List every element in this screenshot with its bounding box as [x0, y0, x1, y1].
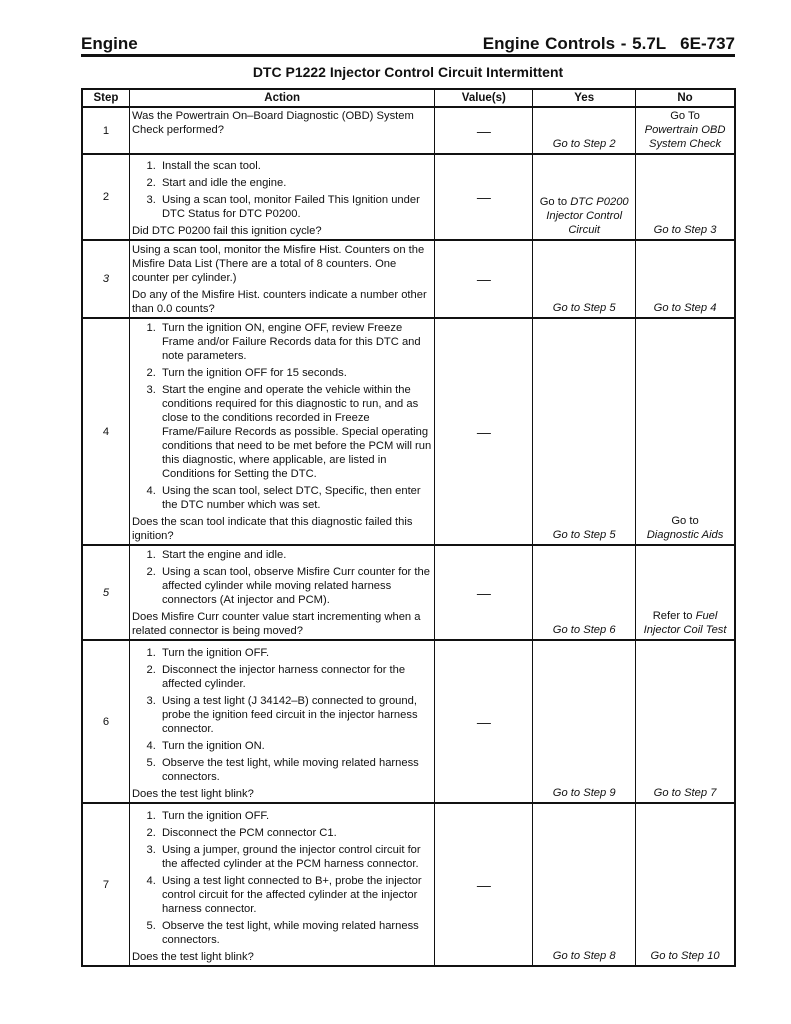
yes-cell: Go to Step 6 — [533, 545, 636, 640]
action-step: 2. Turn the ignition OFF for 15 seconds. — [159, 366, 432, 380]
action-step: 2. Using a scan tool, observe Misfire Curr counter for the affected cylinder while moving related harness connectors (At injector and PCM). — [159, 565, 432, 607]
action-steps — [132, 321, 432, 512]
column-header-action: Action — [129, 89, 434, 107]
action-step: 4. Using a test light connected to B+, probe the injector control circuit for the affected cylinder at the injector harness connector. — [159, 874, 432, 916]
header-rule — [81, 54, 735, 57]
yes-cell: Go to Step 2 — [533, 107, 636, 154]
yes-prefix: Go to — [539, 196, 568, 208]
no-cell — [636, 107, 735, 154]
table-row — [82, 318, 735, 545]
section-header: Engine — [81, 34, 138, 53]
action-cell — [129, 640, 434, 803]
yes-cell: Go to Step 5 — [533, 318, 636, 545]
table-row — [82, 545, 735, 640]
action-cell — [129, 318, 434, 545]
no-cell: Go to Step 7 — [636, 640, 735, 803]
chapter-header — [483, 34, 735, 54]
action-step: 1. Turn the ignition OFF. — [159, 646, 432, 660]
no-cell: Go to Step 10 — [636, 803, 735, 966]
action-cell — [129, 803, 434, 966]
action-step: 1. Turn the ignition ON, engine OFF, review Freeze Frame and/or Failure Records data for this DTC and note parameters. — [159, 321, 432, 363]
action-cell — [129, 154, 434, 240]
step-number: 3 — [82, 240, 129, 318]
yes-cell: Go to Step 9 — [533, 640, 636, 803]
yes-cell: Go to Step 5 — [533, 240, 636, 318]
action-step: 3. Using a test light (J 34142–B) connected to ground, probe the ignition feed circuit in the injector harness connector. — [159, 694, 432, 736]
step-number: 5 — [82, 545, 129, 640]
value-cell: — — [435, 803, 533, 966]
action-question: Did DTC P0200 fail this ignition cycle? — [131, 225, 322, 237]
action-step: 4. Turn the ignition ON. — [159, 739, 432, 753]
action-steps — [132, 159, 432, 221]
no-cell — [636, 545, 735, 640]
action-question: Does the test light blink? — [131, 788, 254, 800]
table-title: DTC P1222 Injector Control Circuit Intermittent — [252, 64, 564, 80]
action-text: Using a scan tool, monitor the Misfire Hist. Counters on the Misfire Data List (There are a total of 8 counters. One counter per cylinder.) — [131, 244, 425, 284]
action-step: 1. Install the scan tool. — [159, 159, 432, 173]
column-header-yes: Yes — [533, 89, 636, 107]
value-cell: — — [435, 640, 533, 803]
action-steps — [132, 548, 432, 607]
action-question: Does the scan tool indicate that this diagnostic failed this ignition? — [131, 516, 413, 542]
step-number: 1 — [82, 107, 129, 154]
table-row — [82, 640, 735, 803]
table-row — [82, 154, 735, 240]
no-prefix: Refer to — [652, 610, 693, 622]
step-number: 2 — [82, 154, 129, 240]
value-cell: — — [435, 545, 533, 640]
action-step: 2. Disconnect the injector harness connector for the affected cylinder. — [159, 663, 432, 691]
value-cell: — — [435, 107, 533, 154]
action-steps — [132, 646, 432, 784]
chapter-title: Engine Controls - 5.7L — [482, 34, 667, 53]
action-cell — [129, 545, 434, 640]
yes-cell — [533, 154, 636, 240]
no-cell: Go to Step 3 — [636, 154, 735, 240]
yes-reference: DTC P0200 Injector Control Circuit — [546, 196, 629, 236]
yes-cell: Go to Step 8 — [533, 803, 636, 966]
action-step: 3. Start the engine and operate the vehicle within the conditions required for this diagnostic to run, and as close to the conditions recorded in Freeze Frame/Failure Records as possible. Special operating conditions that need to be met before the PCM will run this diagnostic, where applicable, are listed in Conditions for Setting the DTC. — [159, 383, 432, 481]
action-step: 1. Start the engine and idle. — [159, 548, 432, 562]
column-header-step: Step — [82, 89, 129, 107]
no-reference: Diagnostic Aids — [646, 529, 724, 541]
action-text: Was the Powertrain On–Board Diagnostic (OBD) System Check performed? — [131, 110, 414, 136]
step-number: 7 — [82, 803, 129, 966]
value-cell: — — [435, 240, 533, 318]
value-cell: — — [435, 154, 533, 240]
no-cell — [636, 318, 735, 545]
action-question: Does the test light blink? — [131, 951, 254, 963]
table-row — [82, 107, 735, 154]
column-header-no: No — [636, 89, 735, 107]
action-step: 4. Using the scan tool, select DTC, Specific, then enter the DTC number which was set. — [159, 484, 432, 512]
diagnostic-table — [81, 88, 736, 967]
no-cell: Go to Step 4 — [636, 240, 735, 318]
action-step: 5. Observe the test light, while moving related harness connectors. — [159, 756, 432, 784]
table-row — [82, 240, 735, 318]
no-reference: Fuel Injector Coil Test — [643, 610, 727, 636]
action-steps — [132, 809, 432, 947]
action-step: 2. Start and idle the engine. — [159, 176, 432, 190]
step-number: 6 — [82, 640, 129, 803]
column-header-values: Value(s) — [435, 89, 533, 107]
action-step: 1. Turn the ignition OFF. — [159, 809, 432, 823]
action-step: 3. Using a scan tool, monitor Failed This Ignition under DTC Status for DTC P0200. — [159, 193, 432, 221]
action-step: 2. Disconnect the PCM connector C1. — [159, 826, 432, 840]
table-header-row — [82, 89, 735, 107]
no-prefix: Go to — [671, 515, 699, 527]
page-number: 6E-737 — [680, 34, 735, 53]
no-reference: Powertrain OBD System Check — [644, 124, 726, 150]
value-cell: — — [435, 318, 533, 545]
no-prefix: Go To — [670, 110, 700, 122]
action-cell — [129, 107, 434, 154]
action-step: 3. Using a jumper, ground the injector control circuit for the affected cylinder at the PCM harness connector. — [159, 843, 432, 871]
action-question: Does Misfire Curr counter value start incrementing when a related connector is being moved? — [131, 611, 421, 637]
table-row — [82, 803, 735, 966]
action-cell — [129, 240, 434, 318]
step-number: 4 — [82, 318, 129, 545]
action-question: Do any of the Misfire Hist. counters indicate a number other than 0.0 counts? — [131, 289, 427, 315]
action-step: 5. Observe the test light, while moving related harness connectors. — [159, 919, 432, 947]
